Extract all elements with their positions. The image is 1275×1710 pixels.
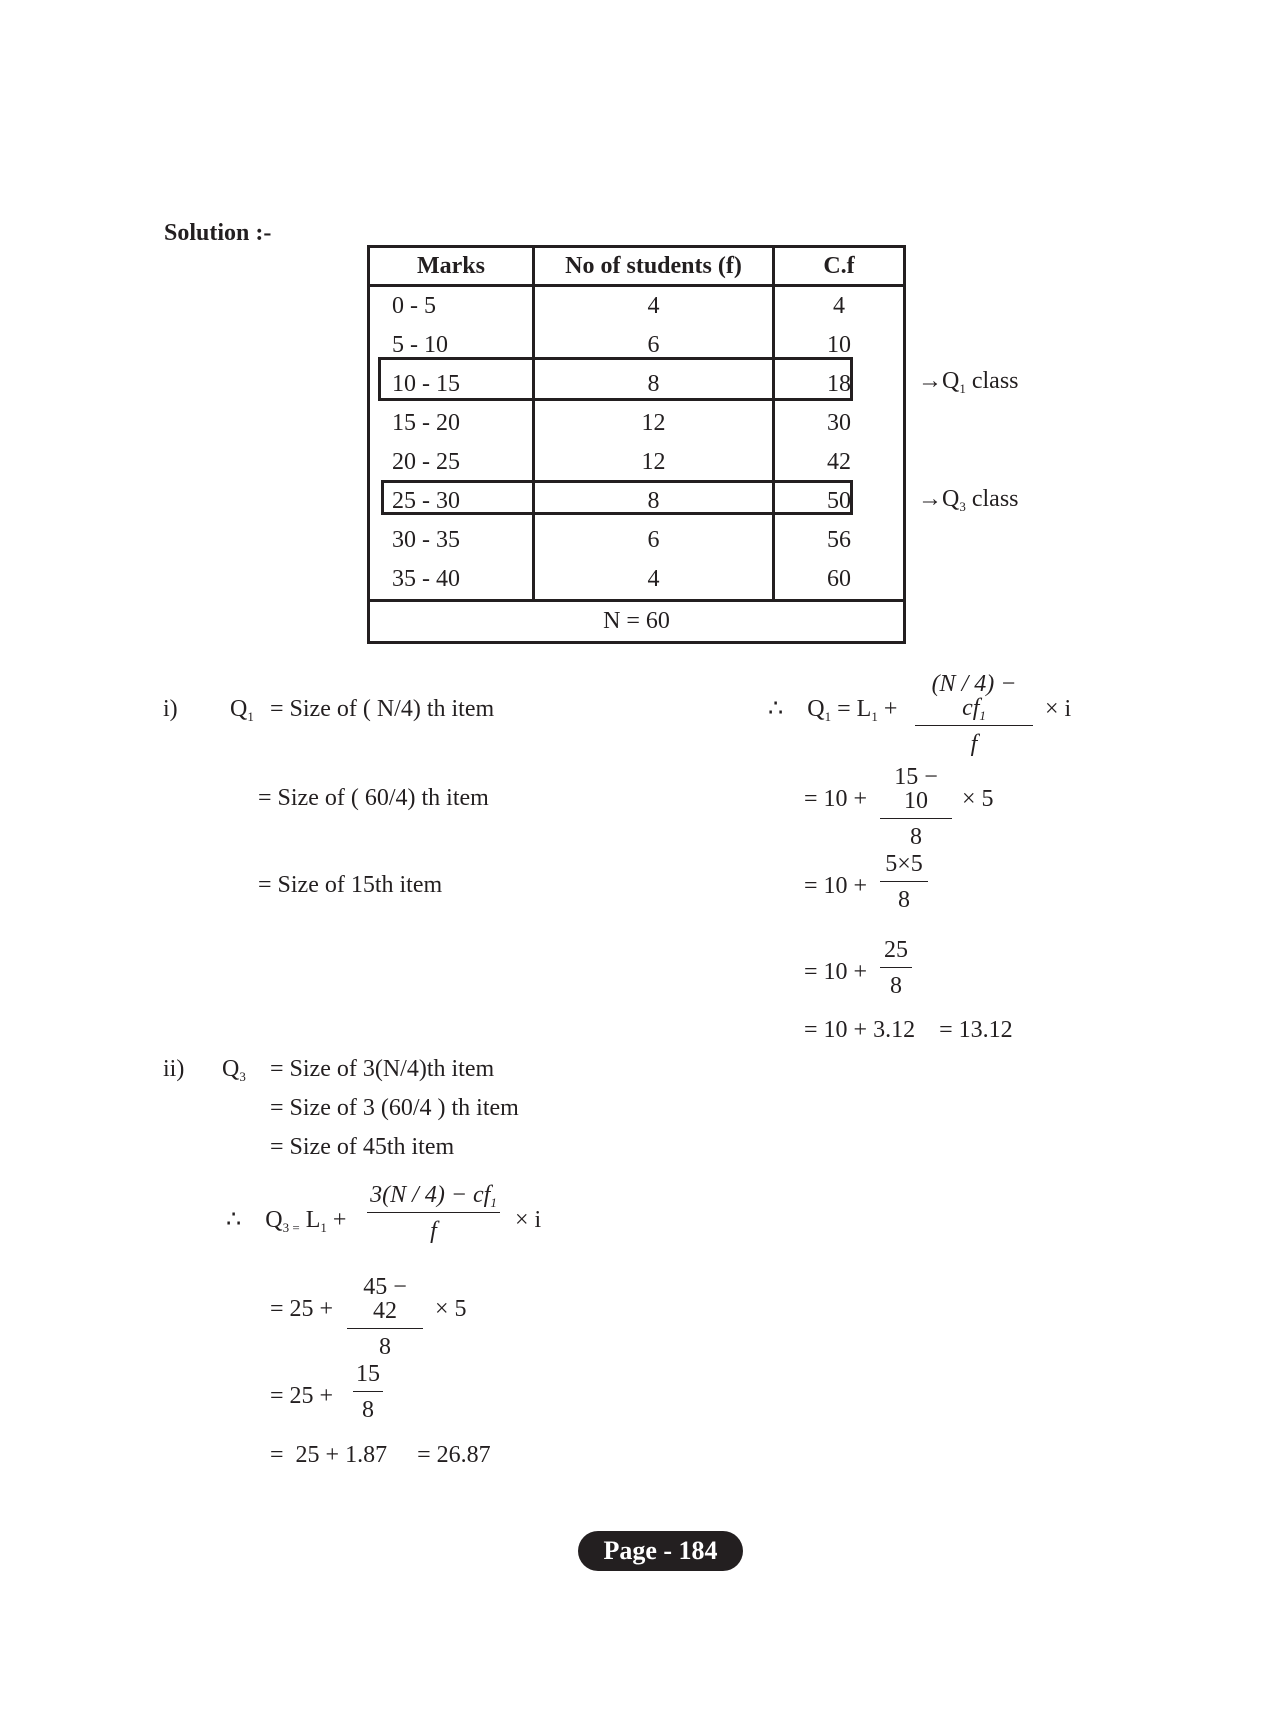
cell-marks: 5 - 10 [369,326,534,365]
part1-step3: = Size of 15th item [258,872,443,898]
q-symbol: Q [807,696,825,722]
part1-q1 [230,696,254,724]
fraction-numerator: 3(N / 4) − cf [370,1182,491,1208]
cell-cf: 60 [774,560,905,601]
part2-label: ii) [163,1056,185,1082]
cf-sub: 1 [490,1195,497,1210]
cell-marks: 10 - 15 [369,365,534,404]
part2-q3 [222,1056,246,1084]
part2-result: = 25 + 1.87 = 26.87 [270,1442,491,1468]
part2-step2: = Size of 3 (60/4 ) th item [270,1095,519,1121]
header-cf: C.f [774,247,905,286]
q3-class-highlight [381,480,853,515]
part2-calc1-lhs: = 25 + [270,1296,334,1322]
part2-step3: = Size of 45th item [270,1134,455,1160]
fraction-numerator: (N / 4) − cf [931,671,1017,721]
part2-formula-times: × i [515,1207,542,1233]
fraction-numerator: 25 [880,938,912,968]
annotation-q: Q [942,368,960,394]
arrow-right-icon: → [918,368,942,394]
total-cell: N = 60 [369,601,905,643]
page-number-badge: Page - 184 [578,1531,743,1571]
part1-calc1-lhs: = 10 + [804,786,868,812]
part1-label: i) [163,696,178,722]
q-sub: 3 [239,1069,246,1084]
table-header-row [369,247,905,286]
arrow-right-icon: → [918,486,942,512]
q1-class-annotation [918,368,1019,396]
cell-marks: 25 - 30 [369,482,534,521]
part2-calc1-fraction [347,1275,423,1359]
part1-calc3-lhs: = 10 + [804,959,868,985]
fraction-denominator: 8 [362,1397,374,1423]
header-students: No of students (f) [534,247,774,286]
q-symbol: Q [230,696,248,722]
q-sub: 1 [824,709,832,724]
q-symbol: Q [265,1207,283,1233]
annotation-sub: 1 [959,381,966,396]
fraction-denominator: 8 [379,1334,391,1360]
table-row [369,286,905,327]
part1-formula-times: × i [1045,696,1072,722]
l-sub: 1 [871,709,878,724]
therefore-symbol: ∴ [226,1207,242,1233]
part2-formula-lhs [226,1207,347,1235]
cell-cf: 42 [774,443,905,482]
cell-students: 6 [534,326,774,365]
part1-step1: = Size of ( N/4) th item [270,696,495,722]
fraction-denominator: 8 [898,887,910,913]
annotation-q: Q [942,486,960,512]
part1-calc1-fraction [880,765,952,849]
cell-cf: 10 [774,326,905,365]
part1-calc2-fraction [880,852,928,912]
cell-cf: 18 [774,365,905,404]
part1-calc3-fraction [880,938,912,998]
table-row [369,560,905,601]
table-row [369,443,905,482]
cell-marks: 30 - 35 [369,521,534,560]
q-symbol: Q [222,1056,240,1082]
header-marks: Marks [369,247,534,286]
fraction-denominator: f [970,731,978,757]
cell-students: 4 [534,286,774,327]
fraction-numerator: 45 − 42 [347,1275,423,1329]
fraction-denominator: f [430,1218,437,1244]
table-row [369,404,905,443]
fraction-numerator: 15 [353,1362,383,1392]
cell-marks: 35 - 40 [369,560,534,601]
part2-step1: = Size of 3(N/4)th item [270,1056,495,1082]
cell-cf: 56 [774,521,905,560]
part1-result: = 10 + 3.12 = 13.12 [804,1017,1013,1043]
q3-class-annotation [918,486,1019,514]
annotation-text: class [971,486,1019,512]
plus-sign: + [883,696,898,722]
table-row [369,521,905,560]
fraction-numerator: 5×5 [880,852,928,882]
cell-students: 6 [534,521,774,560]
q-sub: 3 = [282,1220,300,1235]
q1-class-highlight [378,357,853,401]
part1-step2: = Size of ( 60/4) th item [258,785,489,811]
cell-marks: 0 - 5 [369,286,534,327]
solution-heading: Solution :- [164,220,272,246]
table-total-row [369,601,905,643]
fraction-numerator: 15 − 10 [880,765,952,819]
frequency-table [367,245,906,644]
cell-students: 8 [534,365,774,404]
plus-sign: + [332,1207,347,1233]
cell-students: 4 [534,560,774,601]
l-symbol: L [305,1207,321,1233]
part1-calc2-lhs: = 10 + [804,873,868,899]
therefore-symbol: ∴ [768,696,784,722]
part1-formula-fraction [915,672,1033,756]
cell-cf: 30 [774,404,905,443]
part2-calc1-times: × 5 [435,1296,467,1322]
part2-formula-fraction [367,1183,500,1243]
cell-marks: 20 - 25 [369,443,534,482]
part1-calc1-times: × 5 [962,786,994,812]
part1-formula-lhs [768,696,898,724]
cell-students: 12 [534,404,774,443]
q-sub: 1 [247,709,254,724]
fraction-denominator: 8 [910,824,922,850]
part2-calc2-lhs: = 25 + [270,1383,334,1409]
annotation-text: class [971,368,1019,394]
cell-students: 8 [534,482,774,521]
cell-marks: 15 - 20 [369,404,534,443]
cf-sub: 1 [979,708,986,723]
cell-cf: 4 [774,286,905,327]
annotation-sub: 3 [959,499,966,514]
part2-calc2-fraction [353,1362,383,1422]
cell-students: 12 [534,443,774,482]
fraction-denominator: 8 [890,973,902,999]
cell-cf: 50 [774,482,905,521]
l-sub: 1 [320,1220,327,1235]
eq-l: = L [837,696,872,722]
